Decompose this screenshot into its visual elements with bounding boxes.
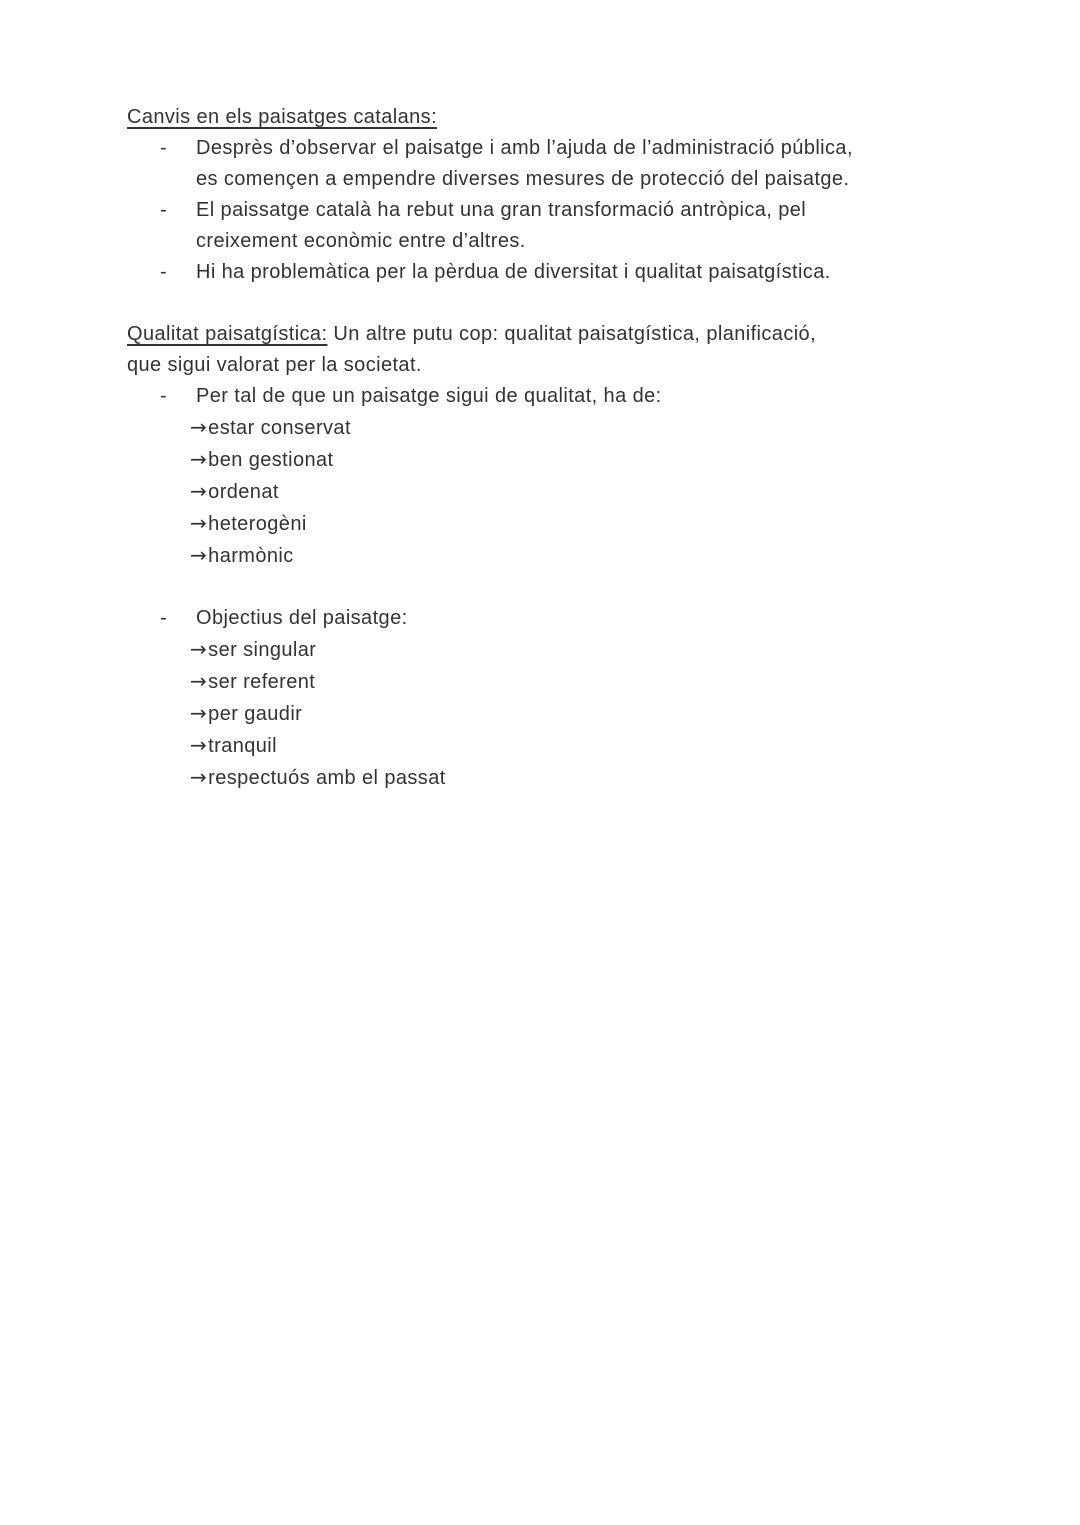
arrow-item <box>127 508 980 540</box>
arrow-item <box>127 412 980 444</box>
arrow-icon: → <box>190 765 208 789</box>
arrow-item <box>127 666 980 698</box>
arrow-icon: → <box>190 543 208 567</box>
arrow-item <box>127 730 980 762</box>
section-heading <box>127 102 980 133</box>
arrow-item-label: per gaudir <box>208 703 303 725</box>
bullet-line: Per tal de que un paisatge sigui de qualitat, ha de: <box>196 385 662 407</box>
bullet-dash-icon: - <box>160 607 168 629</box>
arrow-item <box>127 698 980 730</box>
section-canvis <box>127 102 980 288</box>
arrow-item <box>127 762 980 794</box>
arrow-item-label: ben gestionat <box>208 449 334 471</box>
bullet-line: Desprès d’observar el paisatge i amb l’ajuda de l’administració pública, <box>196 137 853 159</box>
arrow-item <box>127 540 980 572</box>
arrow-item-label: tranquil <box>208 735 277 757</box>
bullet-item <box>127 381 980 412</box>
arrow-item <box>127 634 980 666</box>
section-heading-line2: que sigui valorat per la societat. <box>127 354 422 376</box>
bullet-line: creixement econòmic entre d’altres. <box>196 230 526 252</box>
section-heading-text: Qualitat paisatgística: <box>127 323 328 345</box>
bullet-text <box>196 195 980 257</box>
bullet-item <box>127 195 980 257</box>
bullet-line: es començen a empendre diverses mesures de protecció del paisatge. <box>196 168 850 190</box>
arrow-icon: → <box>190 447 208 471</box>
arrow-item-label: ordenat <box>208 481 279 503</box>
bullet-item <box>127 603 980 634</box>
section-qualitat <box>127 319 980 794</box>
bullet-dash-icon: - <box>160 199 168 221</box>
arrow-icon: → <box>190 415 208 439</box>
arrow-item-label: harmònic <box>208 545 294 567</box>
bullet-item <box>127 257 980 288</box>
bullet-line: Objectius del paisatge: <box>196 607 408 629</box>
arrow-icon: → <box>190 733 208 757</box>
section-heading-rest: Un altre putu cop: qualitat paisatgística, planificació, <box>327 323 817 345</box>
arrow-icon: → <box>190 511 208 535</box>
arrow-icon: → <box>190 479 208 503</box>
bullet-text <box>196 133 980 195</box>
section-heading <box>127 319 980 350</box>
arrow-item-label: respectuós amb el passat <box>208 767 446 789</box>
arrow-item-label: ser singular <box>208 639 317 661</box>
bullet-text <box>196 381 980 412</box>
bullet-dash-icon: - <box>160 137 168 159</box>
arrow-icon: → <box>190 669 208 693</box>
bullet-line: Hi ha problemàtica per la pèrdua de diversitat i qualitat paisatgística. <box>196 261 831 283</box>
section-heading-text: Canvis en els paisatges catalans: <box>127 106 438 128</box>
arrow-icon: → <box>190 637 208 661</box>
arrow-item <box>127 476 980 508</box>
bullet-text <box>196 257 980 288</box>
arrow-item <box>127 444 980 476</box>
bullet-text <box>196 603 980 634</box>
bullet-line: El paissatge català ha rebut una gran transformació antròpica, pel <box>196 199 807 221</box>
bullet-dash-icon: - <box>160 385 168 407</box>
arrow-item-label: heterogèni <box>208 513 307 535</box>
arrow-item-label: estar conservat <box>208 417 351 439</box>
bullet-dash-icon: - <box>160 261 168 283</box>
arrow-item-label: ser referent <box>208 671 316 693</box>
arrow-icon: → <box>190 701 208 725</box>
bullet-item <box>127 133 980 195</box>
